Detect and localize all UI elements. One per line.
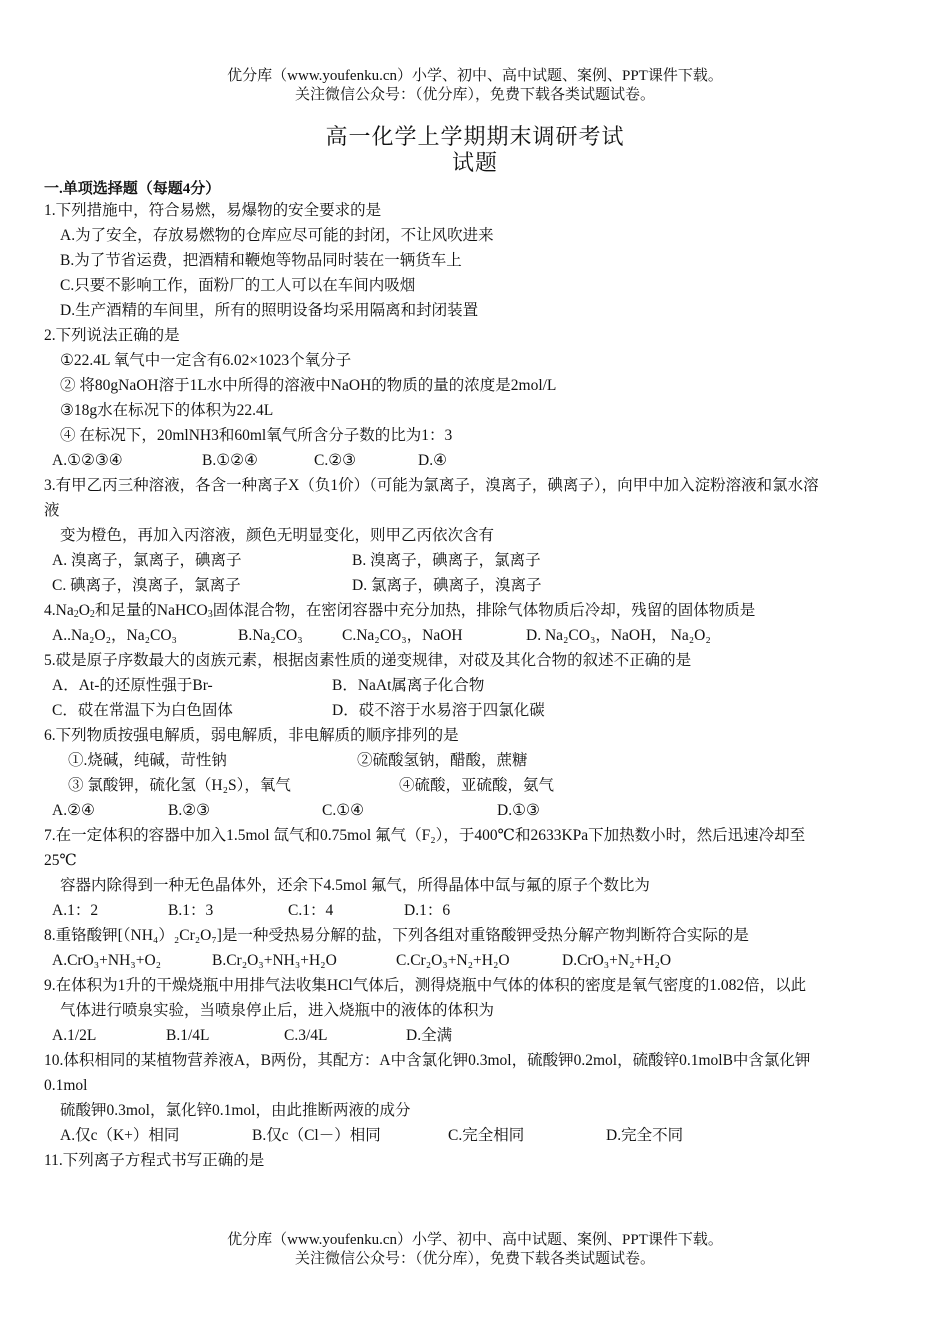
q8-option-c: C.Cr₂O₃+N₂+H₂O [396,952,510,969]
q10-option-a: A.仅c（K+）相同 [60,1127,180,1144]
q6-stem: 6.下列物质按强电解质，弱电解质，非电解质的顺序排列的是 [44,727,459,744]
q5-option-b: B．NaAt属离子化合物 [332,677,485,694]
q3-stem-1: 3.有甲乙丙三种溶液，各含一种离子X（负1价）（可能为氯离子，溴离子，碘离子），向甲中加入淀粉溶液和氯水溶 [44,477,819,494]
q4-option-b: B.Na₂CO₃ [238,627,303,644]
q4-stem-post: 和足量的NaHCO [94,602,208,619]
q7-stem-3: 容器内除得到一种无色晶体外，还余下4.5mol 氟气，所得晶体中氙与氟的原子个数比为 [60,877,650,894]
q7-option-c: C.1：4 [288,902,334,919]
q6-option-a: A.②④ [52,802,95,819]
q4-sub-a: 2 [73,609,79,620]
footer-line-1: 优分库（www.youfenku.cn）小学、初中、高中试题、案例、PPT课件下载。 [227,1232,723,1248]
q3-stem-2: 液 [44,502,60,519]
q5-option-c: C．砹在常温下为白色固体 [52,702,233,719]
q11-stem: 11.下列离子方程式书写正确的是 [44,1152,265,1169]
page-title: 高一化学上学期期末调研考试 [325,124,625,149]
q4-sub-b: 2 [89,609,95,620]
q10-stem-2: 0.1mol [44,1077,88,1094]
q4-stem [44,601,755,625]
q6-statement-2: ②硫酸氢钠，醋酸，蔗糖 [357,752,528,769]
q2-statement-3: ③18g水在标况下的体积为22.4L [60,402,274,419]
q9-option-b: B.1/4L [166,1027,210,1044]
q6-option-d: D.①③ [497,802,540,819]
q6-statement-4: ④硫酸，亚硫酸，氨气 [399,777,555,794]
q9-stem-2: 气体进行喷泉实验，当喷泉停止后，进入烧瓶中的液体的体积为 [60,1002,495,1019]
q6-option-b: B.②③ [168,802,211,819]
q5-option-a: A．At-的还原性强于Br- [52,677,213,694]
q2-statement-1: ①22.4L 氧气中一定含有6.02×1023个氧分子 [60,352,352,369]
page-subtitle: 试题 [451,150,498,175]
q7-stem-1: 7.在一定体积的容器中加入1.5mol 氙气和0.75mol 氟气（F₂），于400℃和2633KPa下加热数小时，然后迅速冷却至 [44,827,806,844]
q8-option-a: A.CrO₃+NH₃+O₂ [52,952,162,969]
header-line-1: 优分库（www.youfenku.cn）小学、初中、高中试题、案例、PPT课件下载。 [227,68,723,84]
q1-option-d: D.生产酒精的车间里，所有的照明设备均采用隔离和封闭装置 [60,302,479,319]
q10-stem-1: 10.体积相同的某植物营养液A，B两份，其配方：A中含氯化钾0.3mol，硫酸钾0.2mol，硫酸锌0.1molB中含氯化钾 [44,1052,811,1069]
q9-stem-1: 9.在体积为1升的干燥烧瓶中用排气法收集HCl气体后，测得烧瓶中气体的体积的密度是氧气密度的1.082倍，以此 [44,977,807,994]
q3-option-d: D. 氯离子，碘离子，溴离子 [352,577,542,594]
q1-option-b: B.为了节省运费，把酒精和鞭炮等物品同时装在一辆货车上 [60,252,462,269]
q10-option-c: C.完全相同 [448,1127,525,1144]
q2-option-b: B.①②④ [202,452,258,469]
q8-stem: 8.重铬酸钾[（NH₄）₂Cr₂O₇]是一种受热易分解的盐，下列各组对重铬酸钾受热分解产物判断符合实际的是 [44,927,749,944]
q8-option-d: D.CrO₃+N₂+H₂O [562,952,672,969]
q2-option-d: D.④ [418,452,447,469]
q3-option-b: B. 溴离子，碘离子，氯离子 [352,552,541,569]
q5-option-d: D．砹不溶于水易溶于四氯化碳 [332,702,545,719]
q6-option-c: C.①④ [322,802,365,819]
q7-option-a: A.1：2 [52,902,99,919]
q3-option-a: A. 溴离子，氯离子，碘离子 [52,552,242,569]
q10-stem-3: 硫酸钾0.3mol，氯化锌0.1mol，由此推断两液的成分 [60,1102,411,1119]
q10-option-b: B.仅c（Cl－）相同 [252,1127,381,1144]
q6-statement-3: ③ 氯酸钾，硫化氢（H₂S），氧气 [68,777,291,794]
q4-stem-pre: 4.Na [44,602,74,619]
q4-option-c: C.Na₂CO₃，NaOH [342,627,463,644]
q7-option-b: B.1：3 [168,902,214,919]
q2-option-c: C.②③ [314,452,357,469]
q9-option-c: C.3/4L [284,1027,328,1044]
q9-option-a: A.1/2L [52,1027,97,1044]
q8-option-b: B.Cr₂O₃+NH₃+H₂O [212,952,337,969]
q4-stem-end: 固体混合物，在密闭容器中充分加热，排除气体物质后冷却，残留的固体物质是 [212,602,756,619]
q2-statement-2: ② 将80gNaOH溶于1L水中所得的溶液中NaOH的物质的量的浓度是2mol/L [60,377,557,394]
q1-option-a: A.为了安全，存放易燃物的仓库应尽可能的封闭，不让风吹进来 [60,227,494,244]
q4-stem-mid: O [78,602,90,619]
q4-sub-c: 3 [207,609,213,620]
q2-option-a: A.①②③④ [52,452,123,469]
q4-option-d: D. Na₂CO₃，NaOH， Na₂O₂ [526,627,711,644]
q10-option-d: D.完全不同 [606,1127,684,1144]
q7-stem-2: 25℃ [44,852,77,869]
q4-option-a: A..Na₂O₂，Na₂CO₃ [52,627,177,644]
q7-option-d: D.1：6 [404,902,451,919]
header-line-2: 关注微信公众号：（优分库），免费下载各类试题试卷。 [294,87,655,103]
q1-option-c: C.只要不影响工作，面粉厂的工人可以在车间内吸烟 [60,277,416,294]
q6-statement-1: ①.烧碱，纯碱，苛性钠 [68,752,227,769]
q1-stem: 1.下列措施中，符合易燃，易爆物的安全要求的是 [44,202,382,219]
q3-option-c: C. 碘离子，溴离子，氯离子 [52,577,241,594]
q2-statement-4: ④ 在标况下，20mlNH3和60ml氧气所含分子数的比为1：3 [60,427,453,444]
section-heading: 一.单项选择题（每题4分） [44,181,221,197]
q5-stem: 5.砹是原子序数最大的卤族元素，根据卤素性质的递变规律，对砹及其化合物的叙述不正确的是 [44,652,692,669]
q9-option-d: D.全满 [406,1027,453,1044]
q2-stem: 2.下列说法正确的是 [44,327,180,344]
footer-line-2: 关注微信公众号：（优分库），免费下载各类试题试卷。 [294,1251,655,1267]
q3-stem-3: 变为橙色，再加入丙溶液，颜色无明显变化，则甲乙丙依次含有 [60,527,495,544]
